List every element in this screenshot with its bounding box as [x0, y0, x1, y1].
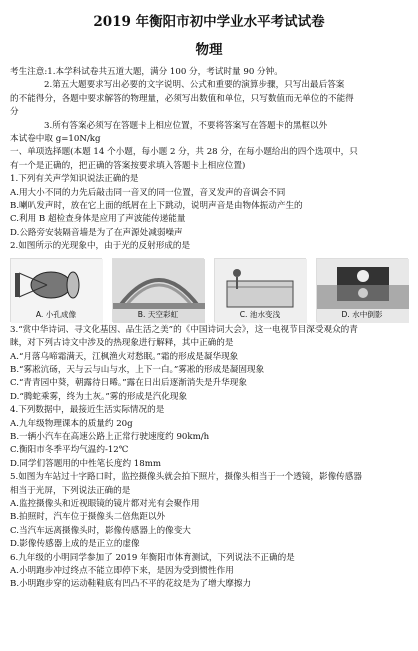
q5-stem-1: 5.如图为车站过十字路口时，监控摄像头就会拍下照片，摄像头相当于一个透镜，影像传感器: [10, 472, 362, 483]
q1-option-a: A.用大小不同的力先后敲击同一音叉的同一位置，音叉发声的音调会不同: [10, 187, 286, 198]
q1-option-b: B.喇叭发声时，放在它上面的纸屑在上下跳动，说明声音是由物体振动产生的: [10, 201, 303, 212]
caption-b: B. 天空彩虹: [137, 309, 179, 319]
q2-stem: 2.如图所示的光现象中，由于光的反射形成的是: [10, 241, 191, 252]
figure-pinhole: [10, 258, 102, 322]
q5-option-a: A.监控摄像头和近视眼镜的镜片都对光有会聚作用: [10, 498, 200, 509]
q3-stem-2: 睐，对下列古诗文中涉及的热现象进行解释，其中正确的是: [10, 338, 234, 349]
caption-d: D. 水中倒影: [341, 309, 383, 319]
q1-stem: 1.下列有关声学知识说法正确的是: [10, 174, 139, 185]
q3-option-d: D.“腾蛇乘雾，终为土灰。”雾的形成是汽化现象: [10, 391, 188, 402]
q3-option-b: B.“雾凇沆砀，天与云与山与水，上下一白。”雾凇的形成是凝固现象: [10, 364, 265, 375]
q6-option-a: A.小明跑步冲过终点不能立即停下来，是因为受到惯性作用: [10, 566, 234, 576]
q4-option-d: D.同学们答题用的中性笔长度约 18mm: [10, 458, 161, 469]
note-2a: 2.第五大题要求写出必要的文字说明、公式和重要的演算步骤，只写出最后答案: [44, 80, 345, 91]
q1-option-d: D.公路旁安装隔音墙是为了在声源处减弱噪声: [10, 227, 183, 238]
q5-option-b: B.拍照时，汽车位于摄像头二倍焦距以外: [10, 512, 166, 523]
q3-option-c: C.“青青园中葵，朝露待日晞。”露在日出后逐渐消失是升华现象: [10, 378, 247, 389]
caption-c: C. 池水变浅: [239, 309, 281, 319]
note-2c: 分: [10, 107, 19, 118]
section1-heading-2: 有一个是正确的，把正确的答案按要求填入答题卡上相应位置): [10, 160, 246, 171]
section1-heading-1: 一、单项选择题(本题 14 个小题，每小题 2 分，共 28 分，在每小题给出的四个选项中，只: [10, 147, 358, 158]
subject-title: 物理: [195, 42, 223, 58]
caption-a: A. 小孔成像: [35, 309, 77, 319]
q4-option-b: B.一辆小汽车在高速公路上正常行驶速度约 90km/h: [10, 431, 210, 442]
q5-option-c: C.当汽车远离摄像头时，影像传感器上的像变大: [10, 525, 191, 536]
q6-stem: 6.九年级的小明同学参加了 2019 年衡阳市体育测试，下列说法不正确的是: [10, 552, 295, 563]
note-3: 3.所有答案必须写在答题卡上相应位置，不要将答案写在答题卡的黑框以外: [44, 120, 328, 131]
figure-pool: [214, 258, 306, 322]
q1-option-c: C.利用 B 超检查身体是应用了声波能传递能量: [10, 214, 186, 225]
note-g: 本试卷中取 g=10N/kg: [10, 134, 101, 145]
q5-stem-2: 相当于光屏，下列说法正确的是: [10, 485, 131, 496]
q2-figures: [10, 258, 408, 322]
note-1: 考生注意:1.本学科试卷共五道大题，满分 100 分，考试时量 90 分钟。: [10, 67, 283, 77]
figure-rainbow: [112, 258, 204, 322]
note-2b: 的不能得分，各题中要求解答的物理量，必须写出数值和单位，只写数值而无单位的不能得: [10, 93, 354, 104]
figure-reflection: [316, 258, 408, 322]
q3-option-a: A.“月落乌啼霜满天，江枫渔火对愁眠。”霜的形成是凝华现象: [10, 351, 239, 362]
q4-stem: 4.下列数据中，最接近生活实际情况的是: [10, 405, 165, 416]
q3-stem-1: 3.“赏中华诗词、寻文化基因、品生活之美”的《中国诗词大会》，这一电视节目深受观众的青: [10, 324, 358, 335]
q4-option-a: A.九年级物理课本的质量约 20g: [10, 418, 133, 429]
exam-title: 2019 年衡阳市初中学业水平考试试卷: [93, 14, 325, 30]
q4-option-c: C.衡阳市冬季平均气温约-12℃: [10, 445, 129, 456]
q6-option-b: B.小明跑步穿的运动鞋鞋底有凹凸不平的花纹是为了增大摩擦力: [10, 579, 252, 590]
q5-option-d: D.影像传感器上成的是正立的虚像: [10, 539, 140, 550]
